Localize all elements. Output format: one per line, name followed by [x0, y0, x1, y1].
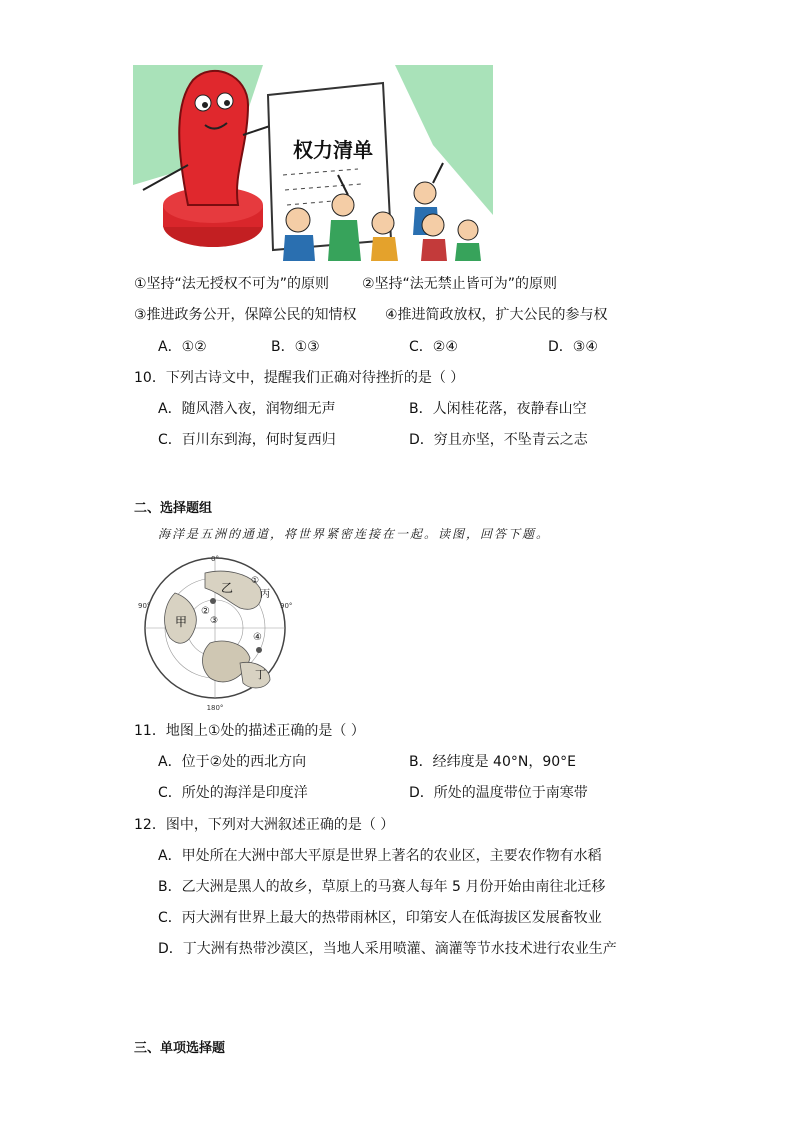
map-label-180: 180°: [206, 704, 224, 712]
map-marker-2: ②: [201, 606, 210, 617]
q9-option-a[interactable]: A．①②: [158, 339, 207, 355]
q11-option-a[interactable]: A．位于②处的西北方向: [158, 754, 307, 770]
q11-option-c[interactable]: C．所处的海洋是印度洋: [158, 785, 308, 801]
q12-option-c[interactable]: C．丙大洲有世界上最大的热带雨林区，印第安人在低海拔区发展畜牧业: [158, 910, 602, 926]
section-3-title: 三、单项选择题: [134, 1041, 226, 1056]
q10-option-c[interactable]: C．百川东到海，何时复西归: [158, 432, 336, 448]
map-label-90w: 90°: [138, 602, 151, 610]
map-label-yi: 乙: [221, 581, 234, 595]
polar-map: [135, 548, 295, 713]
q10-option-d[interactable]: D．穷且亦坚，不坠青云之志: [409, 432, 588, 448]
cartoon-illustration: [133, 65, 493, 261]
map-label-jia: 甲: [175, 615, 188, 629]
map-label-90e: 90°: [280, 602, 293, 610]
q10-stem: 10．下列古诗文中，提醒我们正确对待挫折的是（ ）: [134, 370, 465, 386]
map-label-ding: 丁: [255, 668, 266, 681]
q9-statement-4: ④推进简政放权，扩大公民的参与权: [385, 307, 608, 323]
map-marker-3: ③: [210, 616, 219, 626]
q9-option-d[interactable]: D．③④: [548, 339, 598, 355]
section-2-title: 二、选择题组: [134, 501, 213, 516]
map-marker-4: ④: [253, 632, 262, 643]
sign-title: 权力清单: [293, 138, 373, 162]
q9-option-c[interactable]: C．②④: [409, 339, 458, 355]
section-2-intro: 海洋是五洲的通道，将世界紧密连接在一起。读图，回答下题。: [158, 527, 551, 541]
q11-stem: 11．地图上①处的描述正确的是（ ）: [134, 723, 365, 739]
q9-statement-1: ①坚持“法无授权不可为”的原则: [134, 276, 330, 292]
q11-option-d[interactable]: D．所处的温度带位于南寒带: [409, 785, 588, 801]
q12-option-d[interactable]: D．丁大洲有热带沙漠区，当地人采用喷灌、滴灌等节水技术进行农业生产: [158, 941, 617, 957]
q9-statement-3: ③推进政务公开，保障公民的知情权: [134, 307, 357, 323]
q12-stem: 12．图中，下列对大洲叙述正确的是（ ）: [134, 817, 395, 833]
q11-option-b[interactable]: B．经纬度是 40°N，90°E: [409, 754, 577, 770]
q10-option-a[interactable]: A．随风潜入夜，润物细无声: [158, 401, 336, 417]
q12-option-b[interactable]: B．乙大洲是黑人的故乡，草原上的马赛人每年 5 月份开始由南往北迁移: [158, 879, 606, 895]
map-label-bing: 丙: [260, 589, 270, 600]
world-map-figure: [135, 548, 295, 713]
q9-statement-2: ②坚持“法无禁止皆可为”的原则: [362, 276, 558, 292]
map-marker-1: ①: [251, 576, 260, 586]
cartoon-drawing: [133, 65, 493, 261]
q12-option-a[interactable]: A．甲处所在大洲中部大平原是世界上著名的农业区，主要农作物有水稻: [158, 848, 602, 864]
q9-option-b[interactable]: B．①③: [271, 339, 320, 355]
q10-option-b[interactable]: B．人闲桂花落，夜静春山空: [409, 401, 587, 417]
map-label-0: 0°: [211, 555, 219, 563]
